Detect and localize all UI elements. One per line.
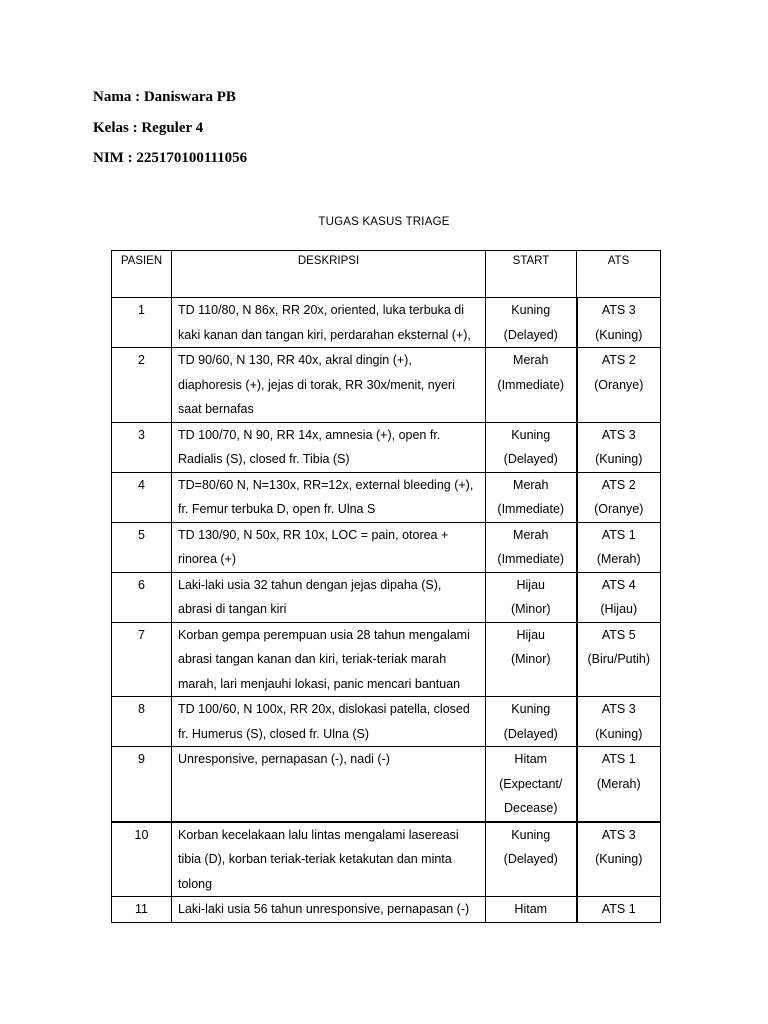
cell-pasien: 1 <box>112 298 172 348</box>
cell-start-line: (Minor) <box>510 602 551 616</box>
cell-ats <box>577 348 661 423</box>
table-row <box>112 822 661 897</box>
cell-deskripsi-line: marah, lari menjauhi lokasi, panic mencari bantuan <box>178 676 461 691</box>
cell-start-line: (Immediate) <box>497 377 565 392</box>
cell-deskripsi-line: tibia (D), korban teriak-teriak ketakutan dan minta <box>178 852 452 866</box>
cell-pasien: 11 <box>112 897 172 923</box>
cell-ats-line: ATS 1 <box>601 527 636 542</box>
cell-start-line: Kuning <box>511 427 551 442</box>
cell-ats-line: ATS 5 <box>601 627 636 642</box>
cell-deskripsi <box>172 298 486 348</box>
cell-start-line: Merah <box>513 353 549 367</box>
cell-ats <box>577 897 661 923</box>
cell-ats-line: (Merah) <box>596 776 641 791</box>
cell-deskripsi-line: TD 110/80, N 86x, RR 20x, oriented, luka terbuka di <box>178 303 465 317</box>
cell-start <box>486 822 577 897</box>
cell-start-line: (Delayed) <box>503 452 558 466</box>
cell-ats-line: (Oranye) <box>594 377 644 392</box>
cell-pasien: 6 <box>112 572 172 622</box>
cell-pasien: 8 <box>112 697 172 747</box>
cell-start-line: Kuning <box>511 702 551 716</box>
cell-deskripsi <box>172 348 486 423</box>
document-title: TUGAS KASUS TRIAGE <box>318 216 450 228</box>
cell-ats-line: ATS 3 <box>601 702 636 716</box>
cell-ats-line: (Kuning) <box>595 327 643 342</box>
cell-pasien: 5 <box>112 522 172 572</box>
table-row <box>112 897 661 923</box>
cell-start <box>486 622 577 697</box>
cell-deskripsi <box>172 422 486 472</box>
student-class: Kelas : Reguler 4 <box>93 120 204 136</box>
cell-deskripsi-line: Korban gempa perempuan usia 28 tahun mengalami <box>178 627 470 642</box>
cell-deskripsi-line: abrasi di tangan kiri <box>178 602 287 616</box>
cell-start-line: (Delayed) <box>503 327 558 342</box>
cell-ats-line: ATS 1 <box>601 752 636 766</box>
cell-deskripsi-line: TD=80/60 N, N=130x, RR=12x, external bleeding (+), <box>178 477 474 492</box>
cell-start-line: Hijau <box>516 577 545 592</box>
student-nim: NIM : 225170100111056 <box>93 150 248 166</box>
cell-deskripsi <box>172 822 486 897</box>
cell-ats-line: (Kuning) <box>595 452 643 466</box>
table-row <box>112 422 661 472</box>
table-header-row <box>112 251 661 298</box>
table-row <box>112 622 661 697</box>
cell-start <box>486 298 577 348</box>
column-header-start: START <box>486 251 577 298</box>
cell-pasien: 2 <box>112 348 172 423</box>
cell-deskripsi-line: Unresponsive, pernapasan (-), nadi (-) <box>178 752 390 766</box>
cell-pasien: 4 <box>112 472 172 522</box>
cell-deskripsi <box>172 472 486 522</box>
table-row <box>112 747 661 822</box>
cell-deskripsi <box>172 697 486 747</box>
cell-ats <box>577 622 661 697</box>
cell-deskripsi <box>172 897 486 923</box>
cell-ats-line: (Biru/Putih) <box>587 652 651 666</box>
column-header-pasien: PASIEN <box>112 251 172 298</box>
student-name: Nama : Daniswara PB <box>93 89 236 105</box>
cell-ats-line: ATS 3 <box>601 427 636 442</box>
cell-deskripsi-line: TD 90/60, N 130, RR 40x, akral dingin (+), <box>178 353 412 367</box>
cell-deskripsi-line: TD 100/60, N 100x, RR 20x, dislokasi patella, closed <box>178 702 470 716</box>
cell-start <box>486 422 577 472</box>
column-header-ats: ATS <box>577 251 661 298</box>
cell-ats-line: ATS 3 <box>601 303 636 317</box>
cell-ats-line: (Kuning) <box>595 726 643 741</box>
cell-start-line: Kuning <box>511 303 551 317</box>
cell-start-line: Decease) <box>504 801 558 815</box>
triage-table <box>111 250 661 923</box>
cell-start <box>486 472 577 522</box>
cell-ats <box>577 422 661 472</box>
cell-pasien: 10 <box>112 822 172 897</box>
cell-deskripsi-line: Laki-laki usia 56 tahun unresponsive, pernapasan (-) <box>178 902 470 916</box>
cell-deskripsi-line: fr. Femur terbuka D, open fr. Ulna S <box>178 502 376 516</box>
cell-deskripsi-line: TD 130/90, N 50x, RR 10x, LOC = pain, otorea + <box>178 527 449 542</box>
cell-deskripsi <box>172 522 486 572</box>
cell-start <box>486 897 577 923</box>
cell-deskripsi-line: fr. Humerus (S), closed fr. Ulna (S) <box>178 726 370 741</box>
cell-deskripsi-line: diaphoresis (+), jejas di torak, RR 30x/menit, nyeri <box>178 377 455 392</box>
cell-ats-line: (Oranye) <box>594 502 644 516</box>
cell-deskripsi-line: tolong <box>178 876 213 891</box>
cell-start <box>486 522 577 572</box>
cell-deskripsi <box>172 622 486 697</box>
cell-ats-line: ATS 1 <box>601 902 636 916</box>
table-row <box>112 697 661 747</box>
cell-ats <box>577 472 661 522</box>
cell-deskripsi-line: Laki-laki usia 32 tahun dengan jejas dipaha (S), <box>178 577 442 592</box>
cell-start-line: Merah <box>513 477 549 492</box>
cell-pasien: 9 <box>112 747 172 822</box>
cell-ats-line: ATS 2 <box>601 477 636 492</box>
cell-ats-line: ATS 4 <box>601 577 636 592</box>
triage-table-body <box>112 298 661 923</box>
cell-pasien: 7 <box>112 622 172 697</box>
cell-deskripsi-line: Radialis (S), closed fr. Tibia (S) <box>178 452 350 466</box>
cell-start-line: (Minor) <box>510 652 551 666</box>
cell-deskripsi-line: saat bernafas <box>178 402 254 416</box>
cell-deskripsi-line: kaki kanan dan tangan kiri, perdarahan eksternal (+), <box>178 327 471 342</box>
cell-deskripsi-line: abrasi tangan kanan dan kiri, teriak-teriak marah <box>178 652 447 666</box>
cell-ats-line: (Hijau) <box>600 602 638 616</box>
cell-ats <box>577 522 661 572</box>
cell-ats <box>577 298 661 348</box>
cell-ats-line: ATS 2 <box>601 353 636 367</box>
cell-ats <box>577 747 661 822</box>
cell-deskripsi-line: TD 100/70, N 90, RR 14x, amnesia (+), open fr. <box>178 427 441 442</box>
cell-start <box>486 697 577 747</box>
cell-start-line: (Delayed) <box>503 726 558 741</box>
cell-ats-line: (Kuning) <box>595 852 643 866</box>
cell-ats <box>577 822 661 897</box>
table-row <box>112 572 661 622</box>
cell-start-line: Hitam <box>514 902 548 916</box>
cell-deskripsi <box>172 747 486 822</box>
cell-start-line: (Immediate) <box>497 552 565 566</box>
cell-deskripsi-line: rinorea (+) <box>178 552 237 566</box>
cell-start-line: Hitam <box>514 752 548 766</box>
cell-pasien: 3 <box>112 422 172 472</box>
cell-ats-line: (Merah) <box>596 552 641 566</box>
cell-start-line: Kuning <box>511 827 551 842</box>
table-row <box>112 472 661 522</box>
cell-ats <box>577 697 661 747</box>
cell-start <box>486 572 577 622</box>
table-row <box>112 522 661 572</box>
cell-deskripsi-line: Korban kecelakaan lalu lintas mengalami lasereasi <box>178 827 459 842</box>
cell-ats <box>577 572 661 622</box>
cell-start-line: (Immediate) <box>497 502 565 516</box>
cell-deskripsi <box>172 572 486 622</box>
cell-start-line: Hijau <box>516 627 545 642</box>
table-row <box>112 298 661 348</box>
cell-start <box>486 348 577 423</box>
cell-start-line: (Expectant/ <box>499 776 563 791</box>
cell-start <box>486 747 577 822</box>
column-header-deskripsi: DESKRIPSI <box>172 251 486 298</box>
cell-ats-line: ATS 3 <box>601 827 636 842</box>
table-row <box>112 348 661 423</box>
cell-start-line: (Delayed) <box>503 852 558 866</box>
cell-start-line: Merah <box>513 527 549 542</box>
